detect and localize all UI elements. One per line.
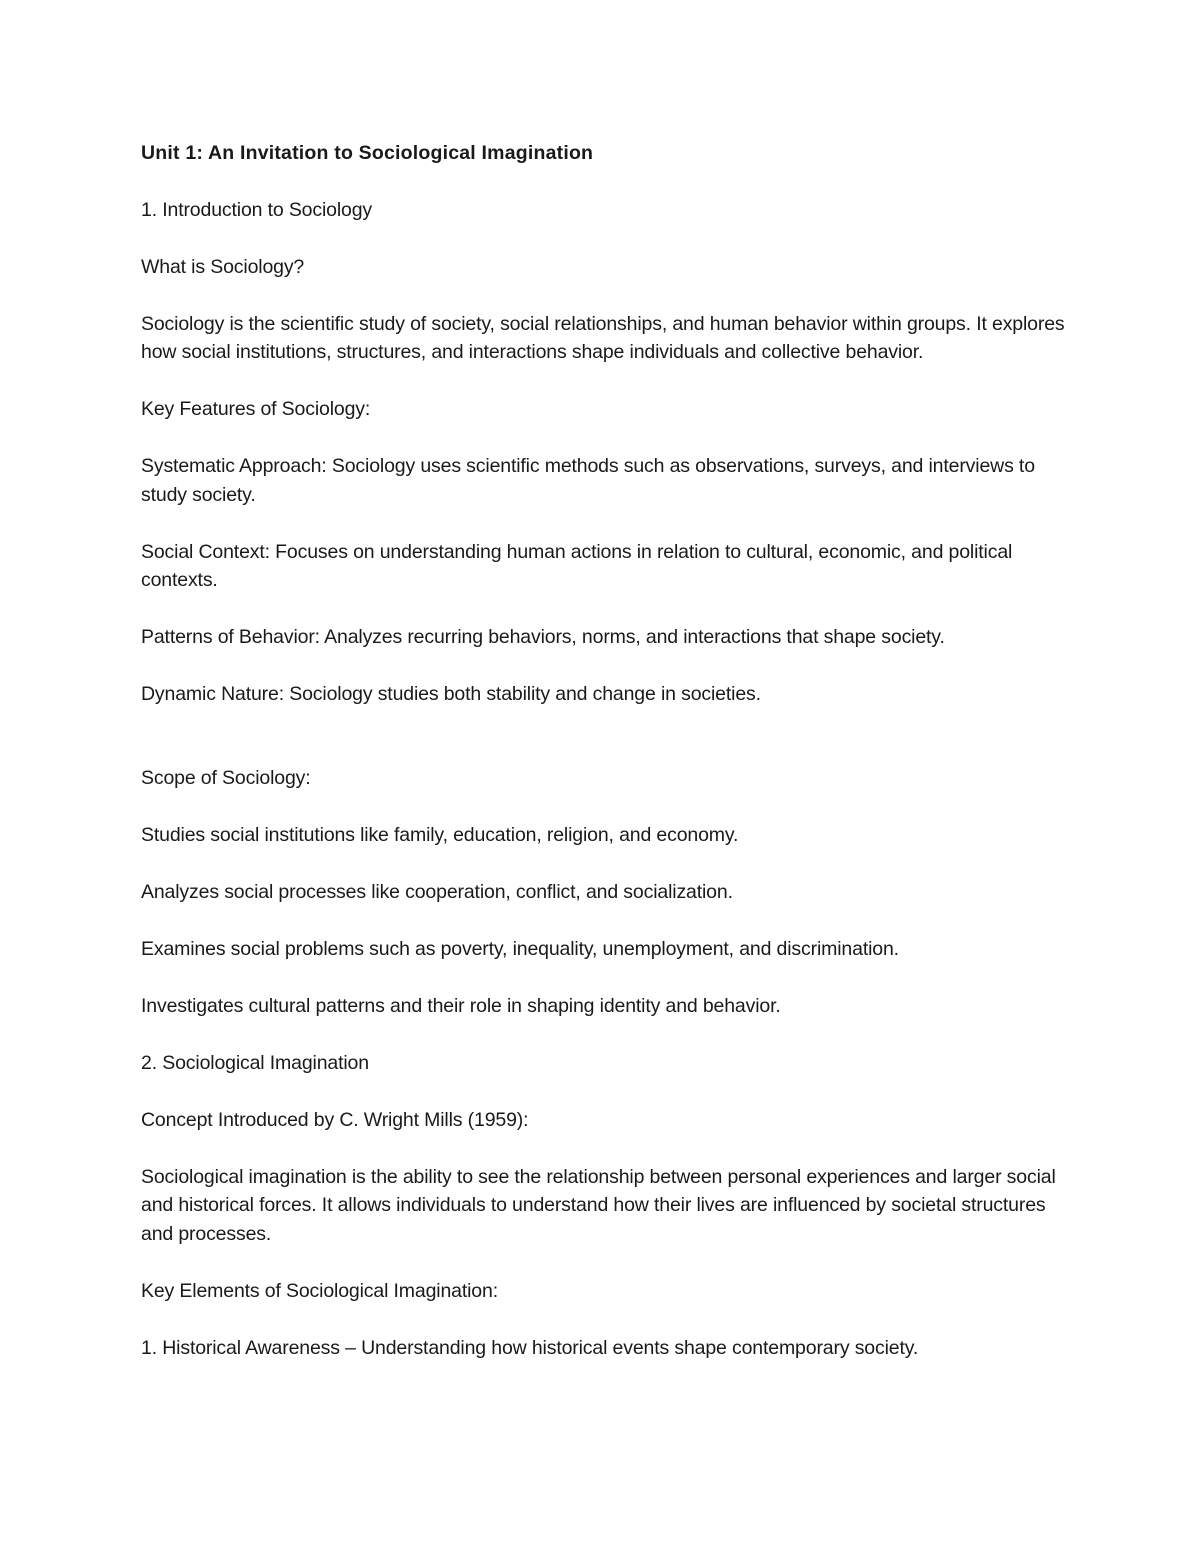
key-feature-item: Dynamic Nature: Sociology studies both stability and change in societies. [141, 682, 761, 705]
section-heading-sociological-imagination: 2. Sociological Imagination [141, 1051, 369, 1074]
scope-item: Studies social institutions like family, education, religion, and economy. [141, 824, 739, 847]
scope-item: Analyzes social processes like cooperation, conflict, and socialization. [141, 881, 733, 904]
subheading-what-is-sociology: What is Sociology? [141, 255, 305, 278]
sociological-imagination-definition: Sociological imagination is the ability to see the relationship between personal experiences and larger social and historical forces. It allows individuals to understand how their lives are influenced by societal structures and processes. [141, 1165, 1056, 1245]
document-body [141, 139, 1071, 1391]
key-feature-item: Patterns of Behavior: Analyzes recurring behaviors, norms, and interactions that shape society. [141, 625, 945, 648]
document-title: Unit 1: An Invitation to Sociological Imagination [141, 142, 594, 164]
scope-item: Investigates cultural patterns and their role in shaping identity and behavior. [141, 995, 781, 1017]
subheading-concept-mills: Concept Introduced by C. Wright Mills (1959): [141, 1108, 529, 1131]
key-feature-item: Systematic Approach: Sociology uses scientific methods such as observations, surveys, and interviews to study society. [141, 455, 1035, 506]
subheading-key-elements: Key Elements of Sociological Imagination: [141, 1279, 498, 1302]
section-heading-introduction: 1. Introduction to Sociology [141, 198, 373, 221]
key-element-item: 1. Historical Awareness – Understanding how historical events shape contemporary society. [141, 1336, 919, 1359]
subheading-scope: Scope of Sociology: [141, 767, 311, 790]
sociology-definition: Sociology is the scientific study of society, social relationships, and human behavior within groups. It explores how social institutions, structures, and interactions shape individuals and collective behavior. [141, 312, 1065, 364]
scope-item: Examines social problems such as poverty, inequality, unemployment, and discrimination. [141, 938, 899, 961]
key-feature-item: Social Context: Focuses on understanding human actions in relation to cultural, economic, and political contexts. [141, 540, 1013, 591]
subheading-key-features: Key Features of Sociology: [141, 398, 371, 421]
